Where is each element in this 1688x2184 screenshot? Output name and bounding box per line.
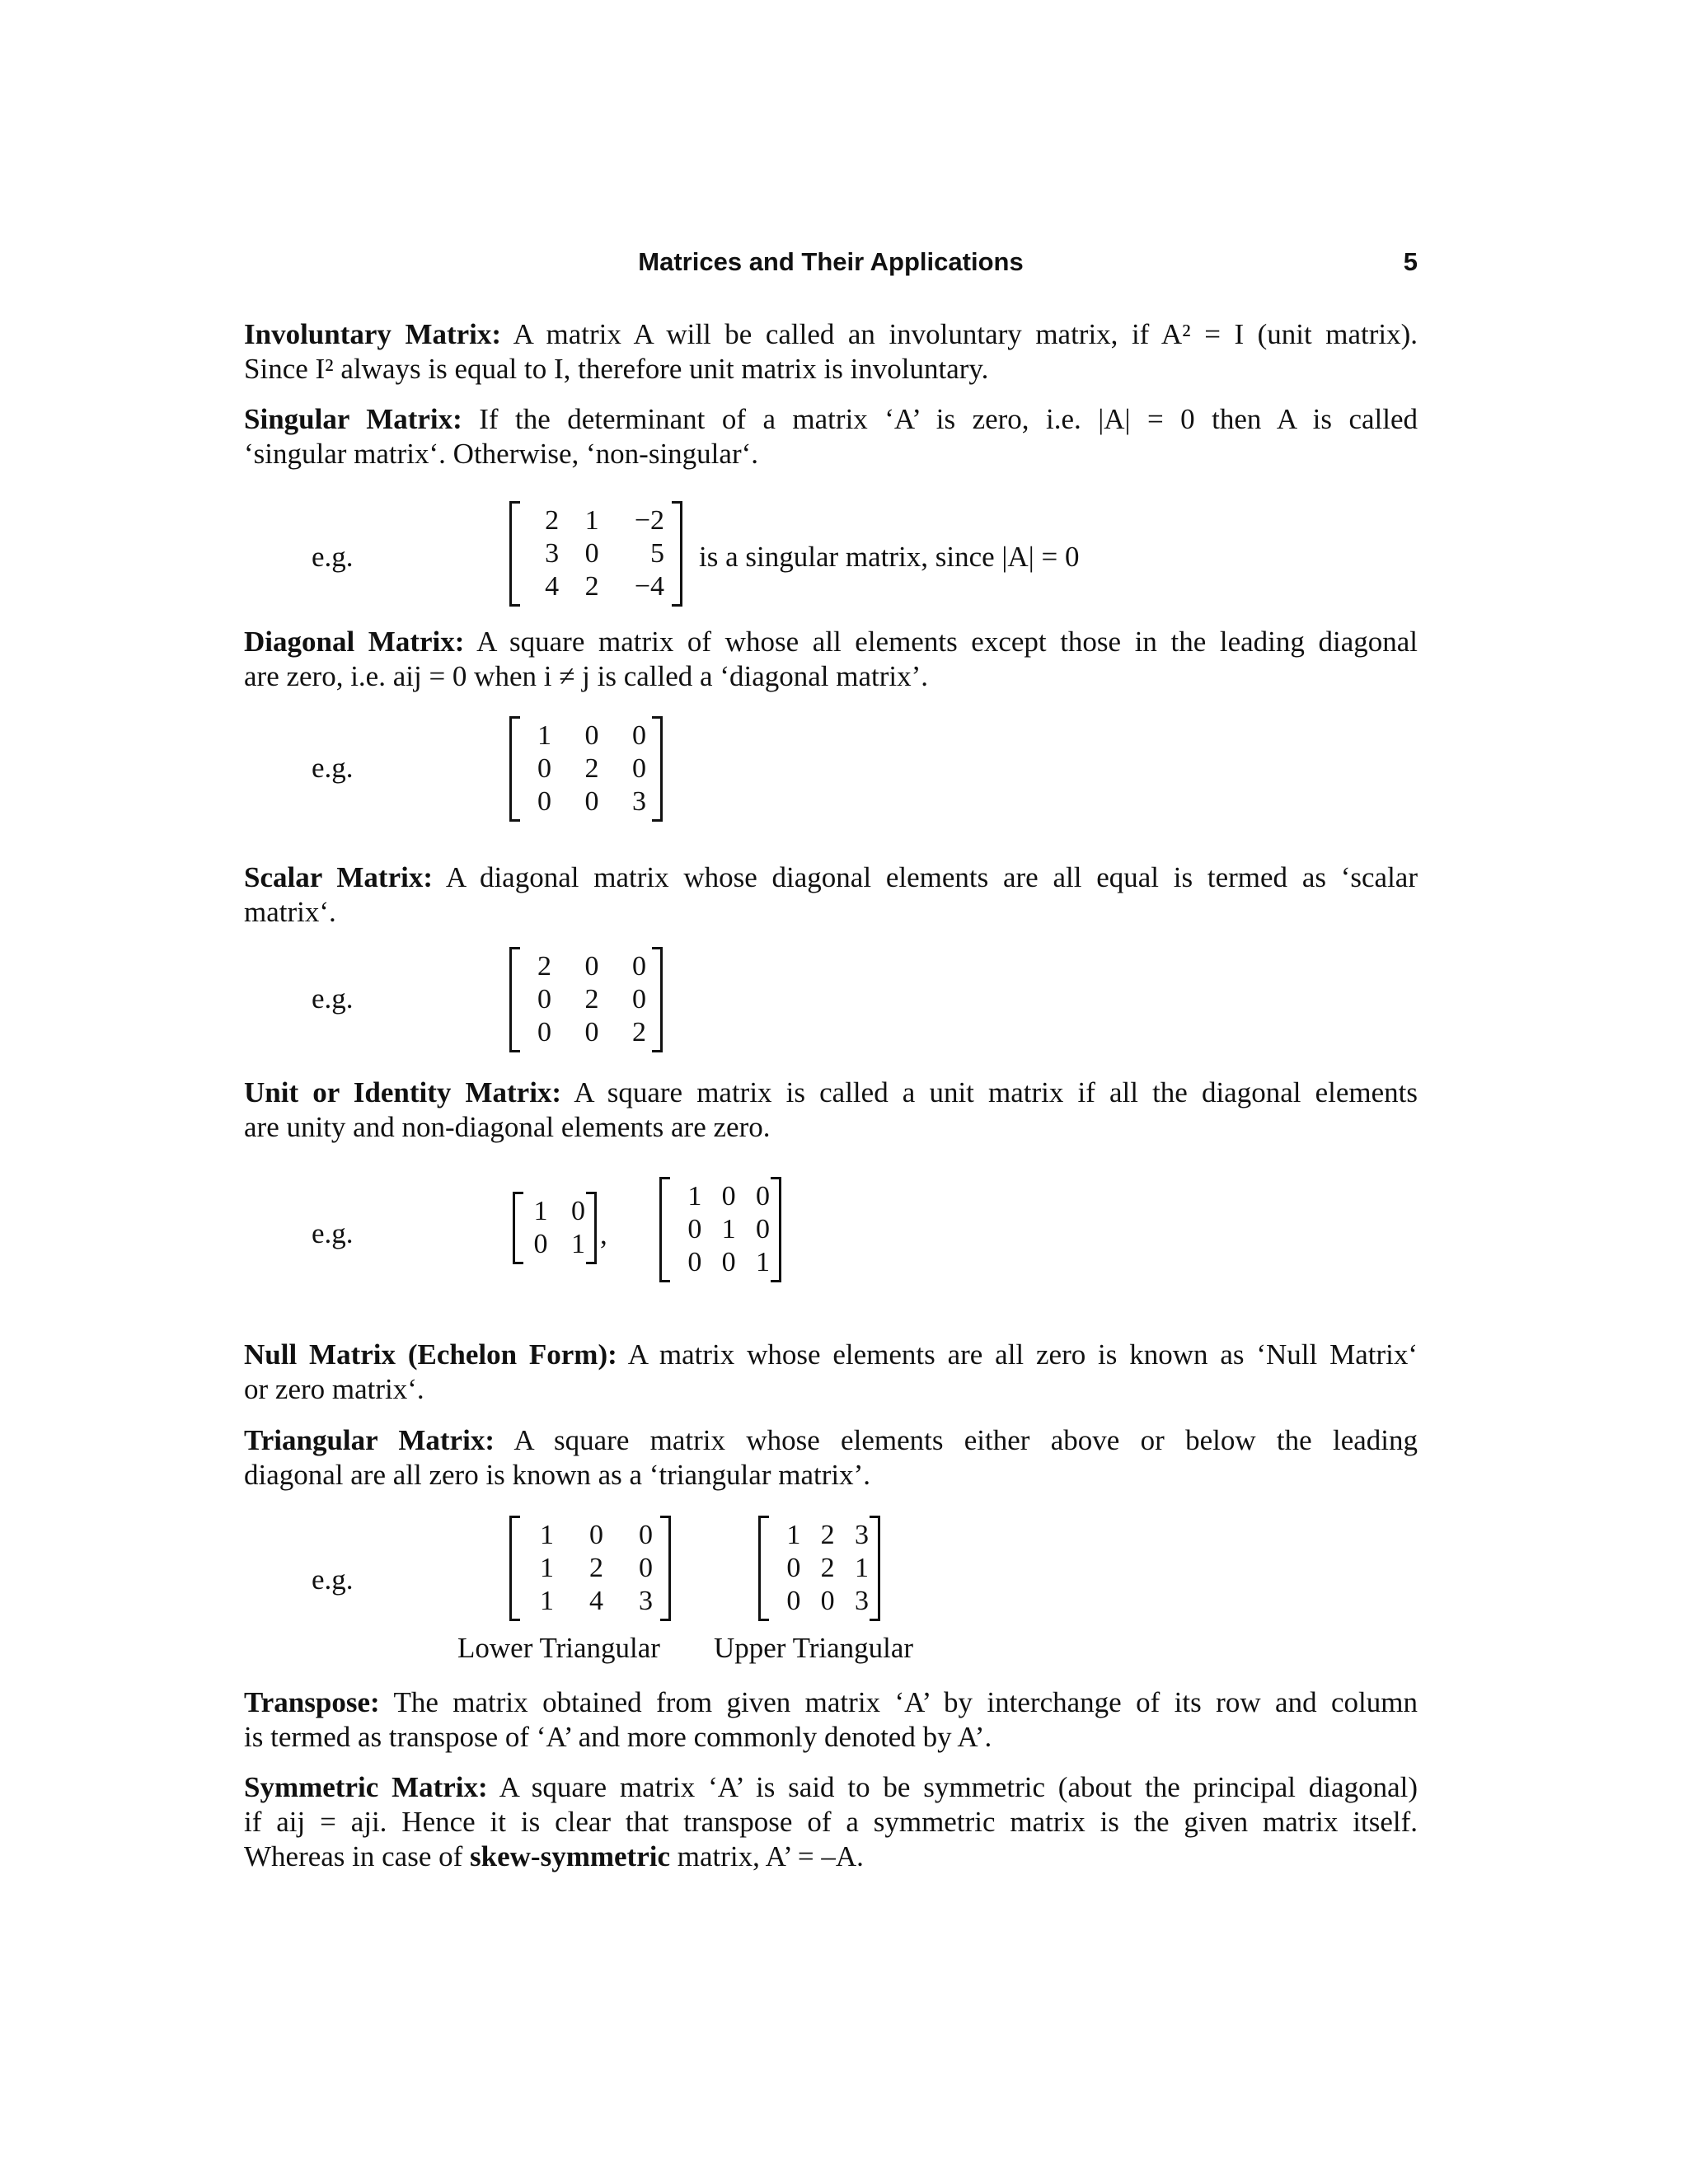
- matrix-cell: 1: [584, 505, 599, 536]
- matrix-cell: −4: [634, 571, 664, 602]
- transpose-paragraph: [244, 1685, 1418, 1755]
- scalar-example-matrix: [509, 950, 663, 1049]
- diagonal-example-matrix: [509, 719, 663, 818]
- matrix-cell: 0: [584, 720, 599, 751]
- symmetric-paragraph: [244, 1770, 1418, 1874]
- matrix-cell: 0: [537, 786, 552, 817]
- triangular-eg-label: e.g.: [312, 1563, 354, 1596]
- symmetric-line-1: Symmetric Matrix: A square matrix ‘A’ is said to be symmetric (about the principal diagonal): [244, 1771, 1418, 1803]
- matrix-cell: 1: [786, 1520, 801, 1550]
- involuntary-paragraph: [244, 317, 1418, 387]
- matrix-cell: 2: [820, 1553, 835, 1583]
- matrix-cell: 1: [721, 1214, 736, 1244]
- matrix-cell: 2: [631, 1017, 646, 1047]
- involuntary-line-2: Since I² always is equal to I, therefore unit matrix is involuntary.: [244, 353, 989, 385]
- triangular-paragraph: [244, 1423, 1418, 1493]
- matrix-cell: 0: [721, 1181, 736, 1212]
- singular-note: is a singular matrix, since |A| = 0: [699, 541, 1080, 573]
- matrix-cell: 2: [545, 505, 560, 536]
- matrix-cell: 2: [584, 984, 599, 1015]
- matrix-cell: 0: [631, 753, 646, 784]
- matrix-cell: 0: [639, 1520, 653, 1550]
- null-paragraph: [244, 1338, 1418, 1407]
- symmetric-term: Symmetric Matrix:: [244, 1771, 488, 1803]
- involuntary-term: Involuntary Matrix:: [244, 318, 502, 350]
- symmetric-line-2: if aij = aji. Hence it is clear that transpose of a symmetric matrix is the given matrix itself.: [244, 1806, 1418, 1838]
- matrix-cell: 3: [854, 1520, 869, 1550]
- matrix-cell: −2: [634, 505, 664, 536]
- lower-triangular-caption: Lower Triangular: [457, 1632, 660, 1664]
- null-line-1: Null Matrix (Echelon Form): A matrix whose elements are all zero is known as ‘Null Matrix‘: [244, 1338, 1418, 1371]
- diagonal-line-1: Diagonal Matrix: A square matrix of whose all elements except those in the leading diagonal: [244, 626, 1418, 658]
- null-term: Null Matrix (Echelon Form):: [244, 1338, 617, 1371]
- matrix-cell: 3: [854, 1586, 869, 1616]
- matrix-cell: 1: [533, 1196, 548, 1226]
- header-title: Matrices and Their Applications: [638, 247, 1024, 276]
- identity-3x3-matrix: [659, 1180, 781, 1279]
- matrix-cell: 2: [537, 951, 552, 982]
- matrix-cell: 2: [584, 753, 599, 784]
- running-header: [244, 247, 1418, 284]
- symmetric-line-3: Whereas in case of skew-symmetric matrix, A’ = –A.: [244, 1840, 864, 1872]
- matrix-cell: 2: [584, 571, 599, 602]
- page-number: 5: [1403, 247, 1418, 276]
- matrix-cell: 0: [639, 1553, 653, 1583]
- upper-triangular-matrix: [758, 1519, 880, 1618]
- matrix-cell: 2: [820, 1520, 835, 1550]
- involuntary-line-1: Involuntary Matrix: A matrix A will be called an involuntary matrix, if A² = I (unit matrix).: [244, 318, 1418, 350]
- matrix-cell: 0: [631, 984, 646, 1015]
- matrix-cell: 4: [589, 1586, 603, 1616]
- matrix-cell: 1: [540, 1520, 554, 1550]
- matrix-cell: 0: [687, 1247, 702, 1277]
- matrix-cell: 3: [639, 1586, 653, 1616]
- diagonal-term: Diagonal Matrix:: [244, 626, 465, 658]
- matrix-cell: 0: [533, 1229, 548, 1259]
- matrix-cell: 1: [537, 720, 552, 751]
- matrix-cell: 0: [584, 786, 599, 817]
- scalar-line-1: Scalar Matrix: A diagonal matrix whose diagonal elements are all equal is termed as ‘scalar: [244, 861, 1418, 893]
- singular-paragraph: [244, 402, 1418, 471]
- matrix-cell: 0: [786, 1553, 801, 1583]
- matrix-cell: 0: [631, 951, 646, 982]
- diagonal-paragraph: [244, 625, 1418, 694]
- matrix-cell: 0: [584, 1017, 599, 1047]
- matrix-cell: 0: [631, 720, 646, 751]
- matrix-cell: 3: [545, 538, 560, 569]
- matrix-cell: 0: [755, 1181, 770, 1212]
- diagonal-line-2: are zero, i.e. aij = 0 when i ≠ j is called a ‘diagonal matrix’.: [244, 660, 929, 692]
- matrix-cell: 1: [540, 1586, 554, 1616]
- matrix-cell: 0: [537, 1017, 552, 1047]
- triangular-term: Triangular Matrix:: [244, 1424, 495, 1456]
- identity-line-1: Unit or Identity Matrix: A square matrix is called a unit matrix if all the diagonal elements: [244, 1076, 1418, 1108]
- matrix-cell: 0: [537, 753, 552, 784]
- matrix-cell: 0: [687, 1214, 702, 1244]
- diagonal-eg-label: e.g.: [312, 752, 354, 784]
- singular-example-matrix: [509, 504, 682, 603]
- identity-eg-label: e.g.: [312, 1217, 354, 1249]
- singular-eg-label: e.g.: [312, 541, 354, 573]
- matrix-cell: 1: [687, 1181, 702, 1212]
- matrix-cell: 1: [755, 1247, 770, 1277]
- matrix-cell: 0: [584, 951, 599, 982]
- matrix-cell: 0: [820, 1586, 835, 1616]
- matrix-cell: 0: [755, 1214, 770, 1244]
- transpose-line-1: Transpose: The matrix obtained from given matrix ‘A’ by interchange of its row and column: [244, 1686, 1418, 1718]
- matrix-cell: 0: [537, 984, 552, 1015]
- matrix-cell: 1: [854, 1553, 869, 1583]
- transpose-term: Transpose:: [244, 1686, 380, 1718]
- scalar-eg-label: e.g.: [312, 982, 354, 1015]
- upper-triangular-caption: Upper Triangular: [714, 1632, 914, 1664]
- matrix-cell: 1: [540, 1553, 554, 1583]
- triangular-line-2: diagonal are all zero is known as a ‘triangular matrix’.: [244, 1459, 870, 1491]
- matrix-cell: 3: [631, 786, 646, 817]
- identity-separator: ,: [600, 1218, 607, 1250]
- null-line-2: or zero matrix‘.: [244, 1373, 424, 1405]
- matrix-cell: 0: [721, 1247, 736, 1277]
- matrix-cell: 1: [571, 1229, 585, 1259]
- scalar-line-2: matrix‘.: [244, 896, 336, 928]
- matrix-cell: 4: [545, 571, 560, 602]
- skew-symmetric-term: skew-symmetric: [470, 1840, 670, 1872]
- identity-2x2-matrix: [513, 1195, 597, 1261]
- scalar-paragraph: [244, 860, 1418, 930]
- identity-line-2: are unity and non-diagonal elements are zero.: [244, 1111, 771, 1143]
- triangular-line-1: Triangular Matrix: A square matrix whose elements either above or below the leading: [244, 1424, 1418, 1456]
- matrix-cell: 0: [584, 538, 599, 569]
- transpose-line-2: is termed as transpose of ‘A’ and more commonly denoted by A’.: [244, 1721, 992, 1753]
- identity-paragraph: [244, 1076, 1418, 1145]
- matrix-cell: 5: [650, 538, 664, 569]
- singular-term: Singular Matrix:: [244, 403, 462, 435]
- matrix-cell: 0: [571, 1196, 585, 1226]
- scalar-term: Scalar Matrix:: [244, 861, 433, 893]
- matrix-cell: 0: [589, 1520, 603, 1550]
- identity-term: Unit or Identity Matrix:: [244, 1076, 562, 1108]
- singular-line-2: ‘singular matrix‘. Otherwise, ‘non-singular‘.: [244, 438, 759, 470]
- matrix-cell: 2: [589, 1553, 603, 1583]
- singular-line-1: Singular Matrix: If the determinant of a matrix ‘A’ is zero, i.e. |A| = 0 then A is called: [244, 403, 1418, 435]
- lower-triangular-matrix: [509, 1519, 671, 1618]
- matrix-cell: 0: [786, 1586, 801, 1616]
